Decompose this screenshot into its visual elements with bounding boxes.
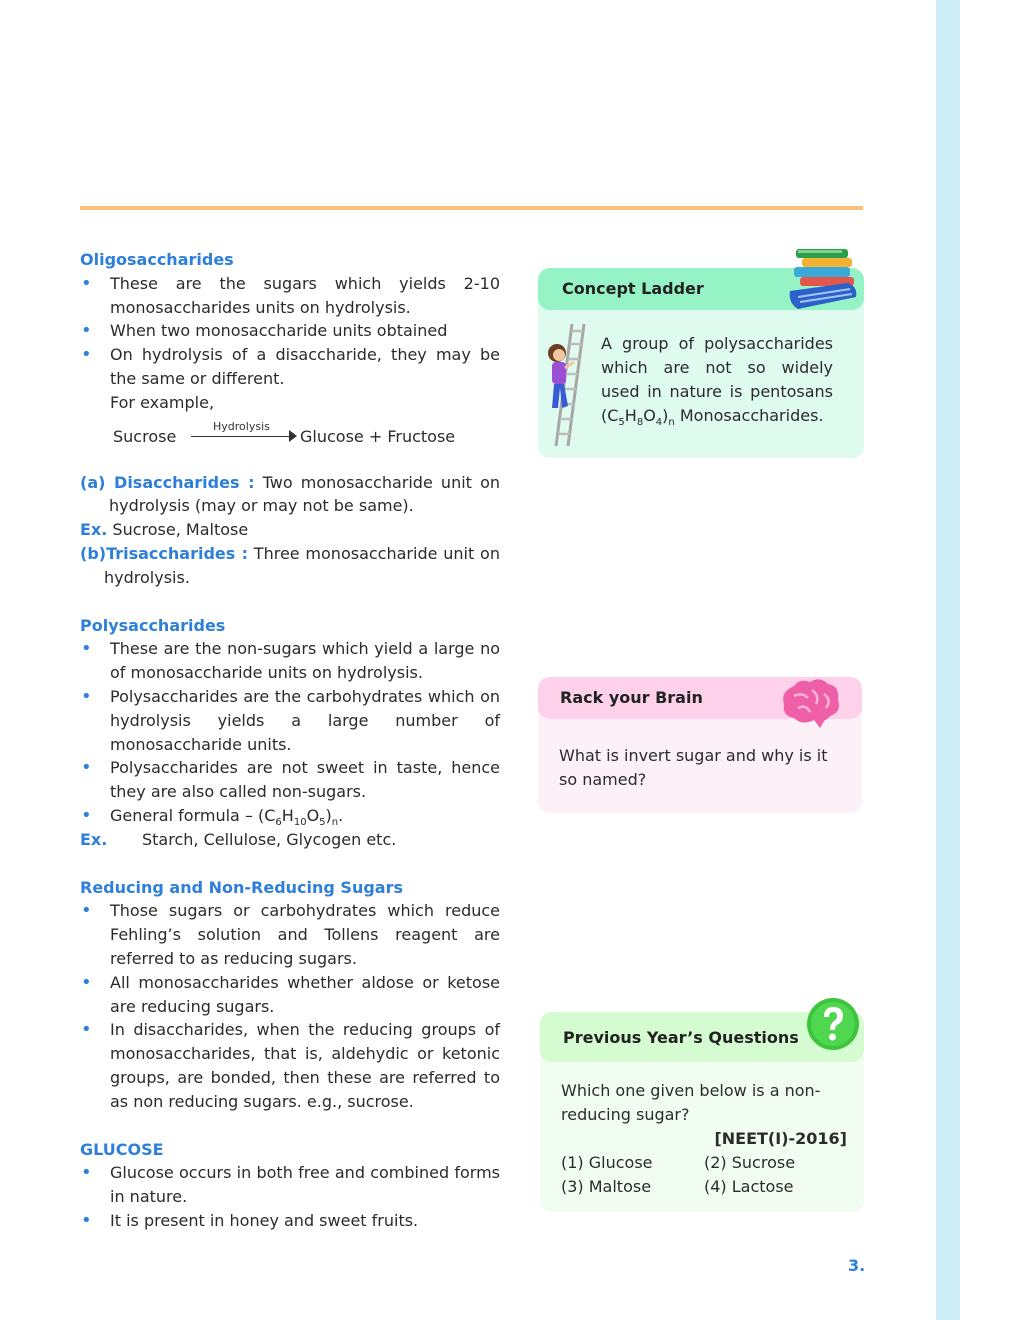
formula-symbol: H [624, 406, 637, 425]
list-item: • All monosaccharides whether aldose or ketose are reducing sugars. [80, 971, 500, 1019]
disaccharides-definition [80, 471, 500, 519]
list-item: • Polysaccharides are the carbohydrates which on hydrolysis yields a large number of monosaccharide units. [80, 685, 500, 756]
list-item: • Glucose occurs in both free and combined forms in nature. [80, 1161, 500, 1209]
main-column [80, 248, 500, 1233]
question-mark-icon [806, 997, 860, 1051]
previous-year-questions-title: Previous Year’s Questions [540, 1012, 864, 1062]
concept-ladder-title: Concept Ladder [538, 268, 864, 310]
formula-symbol: O [306, 805, 320, 825]
formula-prefix: General formula – (C [110, 805, 276, 825]
list-item: • In disaccharides, when the reducing groups of monosaccharides, that is, aldehydic or ketonic groups, are bonded, then these are referred to as non reducing sugars. e.g., sucrose. [80, 1018, 500, 1113]
rack-your-brain-text: What is invert sugar and why is it so named? [559, 746, 828, 789]
option-2: (2) Sucrose [704, 1153, 796, 1172]
option-4: (4) Lactose [704, 1177, 794, 1196]
list-item: • These are the non-sugars which yield a large no of monosaccharide units on hydrolysis. [80, 637, 500, 685]
formula-subscript: 8 [636, 417, 644, 428]
list-item: • These are the sugars which yields 2-10 monosaccharides units on hydrolysis. [80, 272, 500, 320]
reducing-sugars-heading: Reducing and Non-Reducing Sugars [80, 877, 403, 897]
formula-subscript: 5 [319, 816, 326, 828]
girl-climbing-ladder-icon [546, 322, 588, 448]
formula-symbol: H [281, 805, 294, 825]
formula-tail: Monosaccharides. [674, 406, 824, 425]
side-strip [936, 0, 960, 1320]
formula-subscript: n [331, 816, 339, 828]
formula-symbol: ) [325, 805, 332, 825]
option-1: (1) Glucose [561, 1153, 653, 1172]
option-3: (3) Maltose [561, 1177, 652, 1196]
list-item: • Polysaccharides are not sweet in taste, hence they are also called non-sugars. [80, 756, 500, 804]
reaction-reactant: Sucrose [113, 426, 177, 446]
example-text: Starch, Cellulose, Glycogen etc. [142, 829, 397, 849]
disaccharides-text: Two monosaccharide unit on hydrolysis (may or may not be same). [109, 472, 501, 516]
glucose-heading: GLUCOSE [80, 1139, 164, 1159]
top-divider [80, 206, 863, 210]
oligosaccharides-heading: Oligosaccharides [80, 250, 234, 269]
formula-subscript: 6 [275, 816, 282, 828]
disaccharides-example [80, 518, 500, 542]
formula-subscript: 5 [618, 417, 625, 428]
formula-symbol: ) [662, 406, 669, 425]
formula-subscript: n [668, 417, 675, 428]
example-text: Sucrose, Maltose [112, 520, 249, 540]
hydrolysis-reaction [113, 421, 500, 451]
disaccharides-label: (a) Disaccharides : [80, 472, 255, 492]
general-formula-item [80, 804, 500, 828]
example-intro: For example, [110, 392, 215, 412]
formula-symbol: O [643, 406, 656, 425]
arrow-head-icon [289, 430, 297, 442]
formula-symbol: (C [601, 406, 619, 425]
formula-subscript: 4 [655, 417, 663, 428]
formula-end: . [338, 805, 344, 825]
page-number: 3. [848, 1256, 866, 1275]
rack-your-brain-title: Rack your Brain [538, 677, 862, 719]
reaction-products: Glucose + Fructose [300, 426, 456, 446]
previous-year-question [561, 1079, 847, 1199]
list-item: • Those sugars or carbohydrates which reduce Fehling’s solution and Tollens reagent are referred to as reducing sugars. [80, 899, 500, 970]
example-label: Ex. [80, 520, 108, 540]
reaction-arrow [191, 421, 301, 447]
reducing-sugars-list [80, 899, 500, 1113]
question-text: Which one given below is a non-reducing sugar? [561, 1081, 821, 1124]
concept-ladder-text [601, 332, 833, 428]
trisaccharides-label: (b)Trisaccharides : [80, 543, 248, 563]
trisaccharides-definition [80, 542, 500, 590]
oligosaccharides-list [80, 272, 500, 391]
example-label: Ex. [80, 829, 108, 849]
brain-icon [780, 678, 842, 728]
glucose-list [80, 1161, 500, 1232]
concept-ladder-body: A group of polysaccharides which are not so widely used in nature is pentosans [601, 334, 833, 401]
list-item: • On hydrolysis of a disaccharide, they may be the same or different. [80, 343, 500, 391]
options-row [561, 1151, 847, 1175]
options-row [561, 1175, 847, 1199]
polysaccharides-list [80, 637, 500, 827]
books-icon [788, 247, 862, 313]
polysaccharides-heading: Polysaccharides [80, 615, 226, 635]
trisaccharides-text: Three monosaccharide unit on hydrolysis. [104, 543, 500, 587]
arrow-line [191, 436, 293, 438]
list-item: • When two monosaccharide units obtained [80, 319, 500, 343]
list-item: • It is present in honey and sweet fruits. [80, 1209, 500, 1233]
formula-subscript: 10 [293, 816, 307, 828]
exam-tag: [NEET(I)-2016] [714, 1129, 847, 1148]
polysaccharides-example [80, 828, 500, 852]
reaction-arrow-label: Hydrolysis [213, 419, 270, 433]
